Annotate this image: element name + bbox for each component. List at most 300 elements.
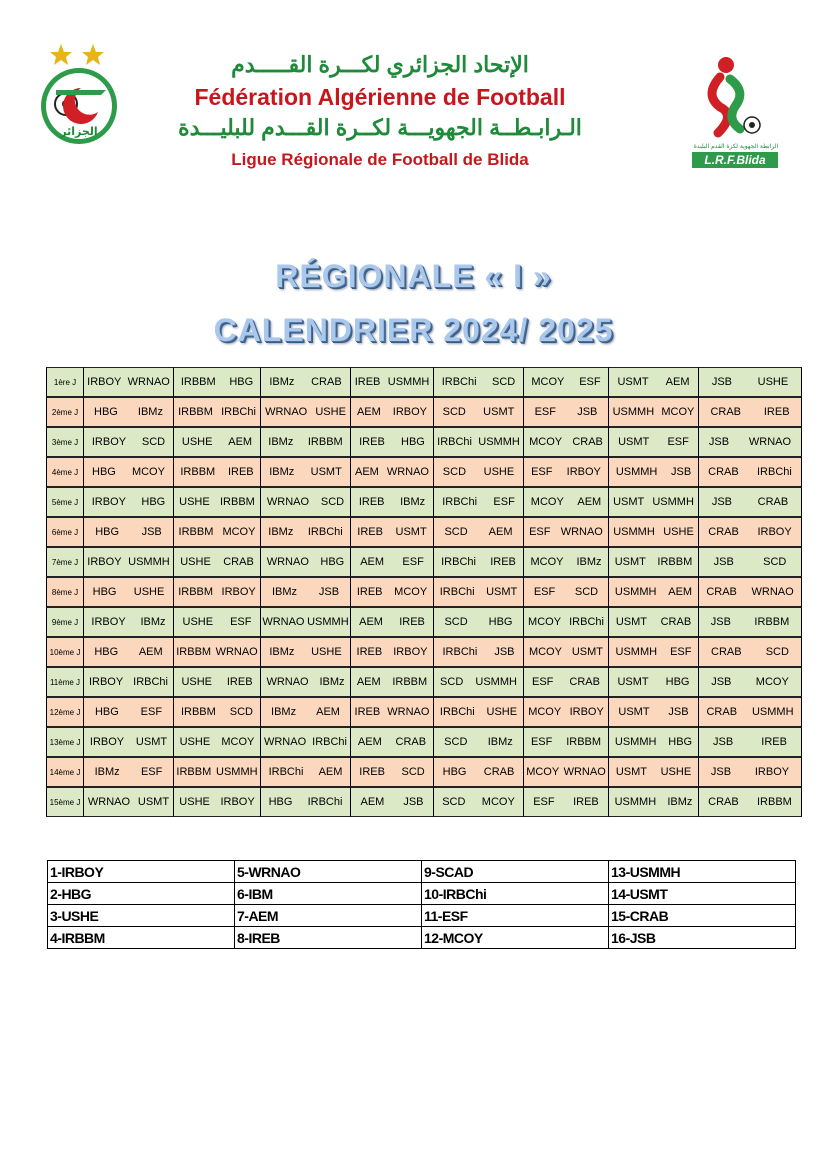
- home-team: AEM: [356, 676, 381, 688]
- away-team: IRBOY: [754, 766, 790, 778]
- match-cell: [261, 697, 351, 727]
- match-cell: [524, 787, 609, 817]
- home-team: ESF: [533, 796, 555, 808]
- away-team: IRBBM: [566, 736, 602, 748]
- home-team: IREB: [358, 496, 385, 508]
- away-team: JSB: [494, 646, 515, 658]
- away-team: USMT: [310, 466, 342, 478]
- away-team: MCOY: [755, 676, 789, 688]
- home-team: HBG: [95, 526, 120, 538]
- away-team: IREB: [490, 556, 516, 568]
- round-label: 15ème J: [46, 787, 84, 817]
- match-cell: [84, 577, 174, 607]
- match-cell: [524, 397, 609, 427]
- match-cell: [524, 487, 609, 517]
- away-team: CRAB: [569, 676, 600, 688]
- match-cell: [434, 727, 524, 757]
- away-team: ESF: [140, 766, 163, 778]
- home-team: IRBOY: [91, 496, 126, 508]
- match-cell: [84, 727, 174, 757]
- away-team: JSB: [668, 706, 689, 718]
- round-row: [46, 457, 802, 487]
- away-team: IREB: [399, 616, 425, 628]
- home-team: AEM: [356, 406, 381, 418]
- home-team: HBG: [94, 646, 119, 658]
- round-label: 2ème J: [46, 397, 84, 427]
- match-cell: [699, 517, 802, 547]
- match-cell: [261, 787, 351, 817]
- match-cell: [609, 427, 699, 457]
- away-team: WRNAO: [386, 466, 429, 478]
- home-team: IRBChi: [439, 706, 475, 718]
- home-team: USMMH: [612, 406, 655, 418]
- match-cell: [609, 577, 699, 607]
- match-cell: [699, 607, 802, 637]
- home-team: IRBOY: [91, 436, 127, 448]
- match-cell: [351, 367, 434, 397]
- away-team: SCD: [141, 436, 166, 448]
- match-cell: [84, 547, 174, 577]
- home-team: IRBChi: [442, 496, 478, 508]
- home-team: SCD: [444, 616, 468, 628]
- match-cell: [699, 727, 802, 757]
- away-team: IBMz: [576, 556, 602, 568]
- round-label: 10ème J: [46, 637, 84, 667]
- match-cell: [84, 517, 174, 547]
- away-team: IRBBM: [754, 616, 790, 628]
- away-team: SCD: [763, 556, 787, 568]
- home-team: USMMH: [615, 466, 658, 478]
- match-cell: [699, 787, 802, 817]
- player-figure-icon: [690, 55, 782, 170]
- legend-team: 14-USMT: [609, 883, 796, 905]
- match-cell: [699, 457, 802, 487]
- home-team: HBG: [92, 586, 117, 598]
- home-team: SCD: [444, 736, 468, 748]
- match-cell: [261, 667, 351, 697]
- away-team: IRBChi: [307, 796, 343, 808]
- legend-team: 8-IREB: [235, 927, 422, 949]
- away-team: IRBBM: [657, 556, 693, 568]
- home-team: CRAB: [711, 646, 742, 658]
- home-team: HBG: [442, 766, 467, 778]
- match-cell: [524, 637, 609, 667]
- match-cell: [174, 637, 261, 667]
- home-team: USMMH: [614, 586, 657, 598]
- home-team: IRBBM: [178, 586, 214, 598]
- match-cell: [434, 427, 524, 457]
- match-cell: [609, 397, 699, 427]
- round-label: 5ème J: [46, 487, 84, 517]
- home-team: ESF: [534, 406, 556, 418]
- match-cell: [609, 367, 699, 397]
- away-team: CRAB: [395, 736, 427, 748]
- away-team: USMMH: [128, 556, 170, 568]
- home-team: USMT: [618, 706, 650, 718]
- match-cell: [434, 577, 524, 607]
- home-team: IBMz: [269, 646, 295, 658]
- away-team: IBMz: [137, 406, 163, 418]
- away-team: HBG: [668, 736, 693, 748]
- match-cell: [174, 667, 261, 697]
- match-cell: [699, 697, 802, 727]
- away-team: USMT: [483, 406, 515, 418]
- match-cell: [699, 757, 802, 787]
- away-team: WRNAO: [387, 706, 430, 718]
- match-cell: [84, 697, 174, 727]
- home-team: IRBOY: [87, 556, 122, 568]
- match-cell: [524, 667, 609, 697]
- match-cell: [434, 397, 524, 427]
- home-team: IREB: [356, 586, 383, 598]
- away-team: JSB: [141, 526, 162, 538]
- match-cell: [351, 577, 434, 607]
- home-team: CRAB: [706, 586, 737, 598]
- away-team: JSB: [577, 406, 598, 418]
- match-cell: [351, 397, 434, 427]
- away-team: IRBOY: [220, 796, 255, 808]
- away-team: IRBChi: [569, 616, 604, 628]
- away-team: AEM: [577, 496, 602, 508]
- away-team: JSB: [403, 796, 424, 808]
- match-cell: [351, 517, 434, 547]
- round-label: 13ème J: [46, 727, 84, 757]
- round-row: [46, 577, 802, 607]
- away-team: USMT: [135, 736, 168, 748]
- home-team: MCOY: [528, 706, 562, 718]
- match-cell: [174, 487, 261, 517]
- away-team: AEM: [488, 526, 513, 538]
- home-team: MCOY: [528, 646, 562, 658]
- away-team: IBMz: [140, 616, 166, 628]
- match-cell: [609, 487, 699, 517]
- arabic-federation-name: الإتحاد الجزائري لكـــرة القـــــدم: [231, 52, 529, 77]
- round-row: [46, 397, 802, 427]
- home-team: IRBOY: [88, 676, 124, 688]
- away-team: CRAB: [572, 436, 603, 448]
- home-team: IREB: [354, 706, 381, 718]
- svg-text:L.R.F.Blida: L.R.F.Blida: [704, 153, 766, 167]
- round-row: [46, 667, 802, 697]
- away-team: WRNAO: [560, 526, 603, 538]
- match-cell: [524, 607, 609, 637]
- home-team: IRBOY: [87, 376, 122, 388]
- match-cell: [84, 367, 174, 397]
- match-cell: [84, 427, 174, 457]
- home-team: IREB: [359, 766, 385, 778]
- home-team: JSB: [713, 556, 734, 568]
- match-cell: [174, 427, 261, 457]
- away-team: IBMz: [487, 736, 513, 748]
- match-cell: [524, 757, 609, 787]
- round-row: [46, 607, 802, 637]
- match-cell: [609, 517, 699, 547]
- match-cell: [261, 397, 351, 427]
- away-team: USMT: [137, 796, 170, 808]
- match-cell: [261, 547, 351, 577]
- home-team: WRNAO: [266, 556, 309, 568]
- home-team: IREB: [356, 646, 383, 658]
- away-team: SCD: [229, 706, 253, 718]
- home-team: USMMH: [614, 736, 657, 748]
- competition-title: RÉGIONALE « I »: [275, 258, 552, 294]
- match-cell: [434, 757, 524, 787]
- away-team: IRBOY: [566, 466, 601, 478]
- home-team: HBG: [92, 466, 116, 478]
- match-cell: [434, 367, 524, 397]
- home-team: CRAB: [708, 466, 739, 478]
- match-cell: [351, 787, 434, 817]
- legend-team: 6-IBM: [235, 883, 422, 905]
- away-team: USHE: [660, 766, 692, 778]
- away-team: IRBOY: [392, 406, 427, 418]
- away-team: AEM: [318, 766, 343, 778]
- legend-team: 9-SCAD: [422, 861, 609, 883]
- home-team: JSB: [711, 676, 732, 688]
- away-team: IRBBM: [757, 796, 792, 808]
- away-team: SCD: [765, 646, 789, 658]
- match-cell: [524, 517, 609, 547]
- round-label: 4ème J: [46, 457, 84, 487]
- home-team: HBG: [268, 796, 293, 808]
- away-team: AEM: [665, 376, 690, 388]
- home-team: IRBBM: [176, 766, 212, 778]
- match-cell: [609, 667, 699, 697]
- home-team: AEM: [359, 616, 383, 628]
- round-label: 11ème J: [46, 667, 84, 697]
- away-team: IRBOY: [393, 646, 428, 658]
- away-team: IRBBM: [307, 436, 343, 448]
- home-team: USHE: [180, 556, 211, 568]
- away-team: WRNAO: [563, 766, 606, 778]
- match-cell: [174, 367, 261, 397]
- match-cell: [261, 427, 351, 457]
- round-label: 3ème J: [46, 427, 84, 457]
- match-cell: [261, 487, 351, 517]
- lrf-blida-logo: [690, 55, 782, 170]
- home-team: USMT: [618, 436, 650, 448]
- match-cell: [351, 697, 434, 727]
- home-team: USMMH: [615, 646, 658, 658]
- home-team: USHE: [181, 676, 212, 688]
- home-team: AEM: [360, 556, 385, 568]
- match-cell: [609, 727, 699, 757]
- home-team: WRNAO: [266, 676, 309, 688]
- home-team: IBMz: [269, 466, 295, 478]
- home-team: USHE: [179, 496, 210, 508]
- round-row: [46, 367, 802, 397]
- away-team: ESF: [667, 436, 689, 448]
- away-team: CRAB: [311, 376, 342, 388]
- match-cell: [609, 757, 699, 787]
- away-team: IRBChi: [757, 466, 792, 478]
- away-team: IBMz: [667, 796, 693, 808]
- match-cell: [261, 607, 351, 637]
- away-team: ESF: [230, 616, 252, 628]
- legend-row: [48, 927, 796, 949]
- round-label: 14ème J: [46, 757, 84, 787]
- match-cell: [174, 607, 261, 637]
- match-cell: [524, 547, 609, 577]
- away-team: WRNAO: [748, 436, 792, 448]
- round-label: 1ère J: [46, 367, 84, 397]
- match-cell: [174, 577, 261, 607]
- round-label: 9ème J: [46, 607, 84, 637]
- match-cell: [174, 757, 261, 787]
- legend-team: 7-AEM: [235, 905, 422, 927]
- away-team: ESF: [140, 706, 163, 718]
- match-cell: [524, 697, 609, 727]
- away-team: USHE: [133, 586, 165, 598]
- away-team: SCD: [574, 586, 599, 598]
- away-team: HBG: [665, 676, 690, 688]
- match-cell: [609, 607, 699, 637]
- match-cell: [261, 727, 351, 757]
- match-cell: [434, 667, 524, 697]
- away-team: USMT: [486, 586, 518, 598]
- home-team: MCOY: [529, 436, 563, 448]
- home-team: JSB: [708, 436, 730, 448]
- away-team: ESF: [579, 376, 601, 388]
- away-team: MCOY: [221, 736, 255, 748]
- away-team: ESF: [493, 496, 515, 508]
- match-cell: [351, 757, 434, 787]
- match-cell: [434, 547, 524, 577]
- away-team: MCOY: [131, 466, 165, 478]
- home-team: IBMz: [268, 526, 294, 538]
- match-cell: [84, 487, 174, 517]
- round-row: [46, 517, 802, 547]
- match-cell: [524, 577, 609, 607]
- match-cell: [174, 697, 261, 727]
- home-team: CRAB: [706, 706, 738, 718]
- home-team: WRNAO: [262, 616, 305, 628]
- home-team: IREB: [354, 376, 381, 388]
- away-team: USHE: [483, 466, 515, 478]
- home-team: HBG: [94, 706, 119, 718]
- match-cell: [84, 607, 174, 637]
- round-row: [46, 697, 802, 727]
- home-team: IRBChi: [441, 556, 476, 568]
- match-cell: [351, 547, 434, 577]
- home-team: HBG: [94, 406, 118, 418]
- away-team: USMMH: [387, 376, 430, 388]
- french-league-name: Ligue Régionale de Football de Blida: [231, 150, 529, 169]
- away-team: USMT: [395, 526, 427, 538]
- legend-team: 11-ESF: [422, 905, 609, 927]
- home-team: USHE: [179, 796, 210, 808]
- legend-team: 1-IRBOY: [48, 861, 235, 883]
- match-cell: [261, 457, 351, 487]
- away-team: IRBChi: [221, 406, 256, 418]
- match-cell: [434, 787, 524, 817]
- match-cell: [174, 727, 261, 757]
- match-cell: [434, 607, 524, 637]
- away-team: AEM: [316, 706, 340, 718]
- calendar-table: [46, 367, 802, 817]
- match-cell: [84, 787, 174, 817]
- away-team: HBG: [320, 556, 345, 568]
- home-team: SCD: [440, 676, 464, 688]
- home-team: ESF: [529, 526, 551, 538]
- match-cell: [524, 727, 609, 757]
- away-team: WRNAO: [751, 586, 794, 598]
- away-team: IREB: [227, 466, 254, 478]
- home-team: USMT: [617, 676, 649, 688]
- away-team: HBG: [488, 616, 513, 628]
- legend-team: 2-HBG: [48, 883, 235, 905]
- calendar-title: CALENDRIER 2024/ 2025: [213, 312, 614, 348]
- round-row: [46, 787, 802, 817]
- team-legend-table: [47, 860, 796, 949]
- away-team: USHE: [311, 646, 342, 658]
- round-label: 7ème J: [46, 547, 84, 577]
- round-row: [46, 547, 802, 577]
- home-team: IRBBM: [178, 406, 213, 418]
- match-cell: [524, 427, 609, 457]
- home-team: USMT: [615, 616, 647, 628]
- home-team: JSB: [710, 616, 731, 628]
- match-cell: [351, 487, 434, 517]
- round-row: [46, 487, 802, 517]
- away-team: WRNAO: [215, 646, 258, 658]
- home-team: IRBBM: [180, 706, 216, 718]
- away-team: SCD: [320, 496, 345, 508]
- round-row: [46, 637, 802, 667]
- home-team: IRBChi: [441, 376, 477, 388]
- round-row: [46, 427, 802, 457]
- away-team: MCOY: [394, 586, 428, 598]
- match-cell: [174, 457, 261, 487]
- away-team: WRNAO: [127, 376, 170, 388]
- round-label: 8ème J: [46, 577, 84, 607]
- arabic-league-name: الـرابـطــة الجهويـــة لكــرة القـــدم للبليـــدة: [178, 115, 582, 140]
- legend-row: [48, 883, 796, 905]
- legend-team: 13-USMMH: [609, 861, 796, 883]
- home-team: MCOY: [528, 616, 562, 628]
- match-cell: [699, 577, 802, 607]
- match-cell: [261, 517, 351, 547]
- home-team: AEM: [357, 736, 382, 748]
- legend-team: 12-MCOY: [422, 927, 609, 949]
- home-team: IRBChi: [437, 436, 472, 448]
- home-team: WRNAO: [265, 406, 308, 418]
- home-team: IBMz: [271, 586, 297, 598]
- home-team: IREB: [357, 526, 383, 538]
- away-team: IRBOY: [569, 706, 604, 718]
- match-cell: [84, 397, 174, 427]
- match-cell: [84, 757, 174, 787]
- away-team: HBG: [229, 376, 254, 388]
- away-team: USMMH: [478, 436, 520, 448]
- home-team: USHE: [181, 436, 213, 448]
- svg-text:الجزائر: الجزائر: [60, 125, 98, 138]
- svg-text:الرابطة الجهوية لكرة القدم الب: الرابطة الجهوية لكرة القدم البليدة: [693, 143, 779, 150]
- home-team: IBMz: [268, 436, 294, 448]
- legend-team: 10-IRBChi: [422, 883, 609, 905]
- home-team: WRNAO: [266, 496, 310, 508]
- match-cell: [699, 487, 802, 517]
- match-cell: [261, 367, 351, 397]
- match-cell: [351, 607, 434, 637]
- away-team: USHE: [663, 526, 694, 538]
- home-team: MCOY: [530, 496, 564, 508]
- match-cell: [261, 577, 351, 607]
- home-team: IREB: [359, 436, 385, 448]
- legend-row: [48, 861, 796, 883]
- match-cell: [174, 787, 261, 817]
- away-team: CRAB: [757, 496, 789, 508]
